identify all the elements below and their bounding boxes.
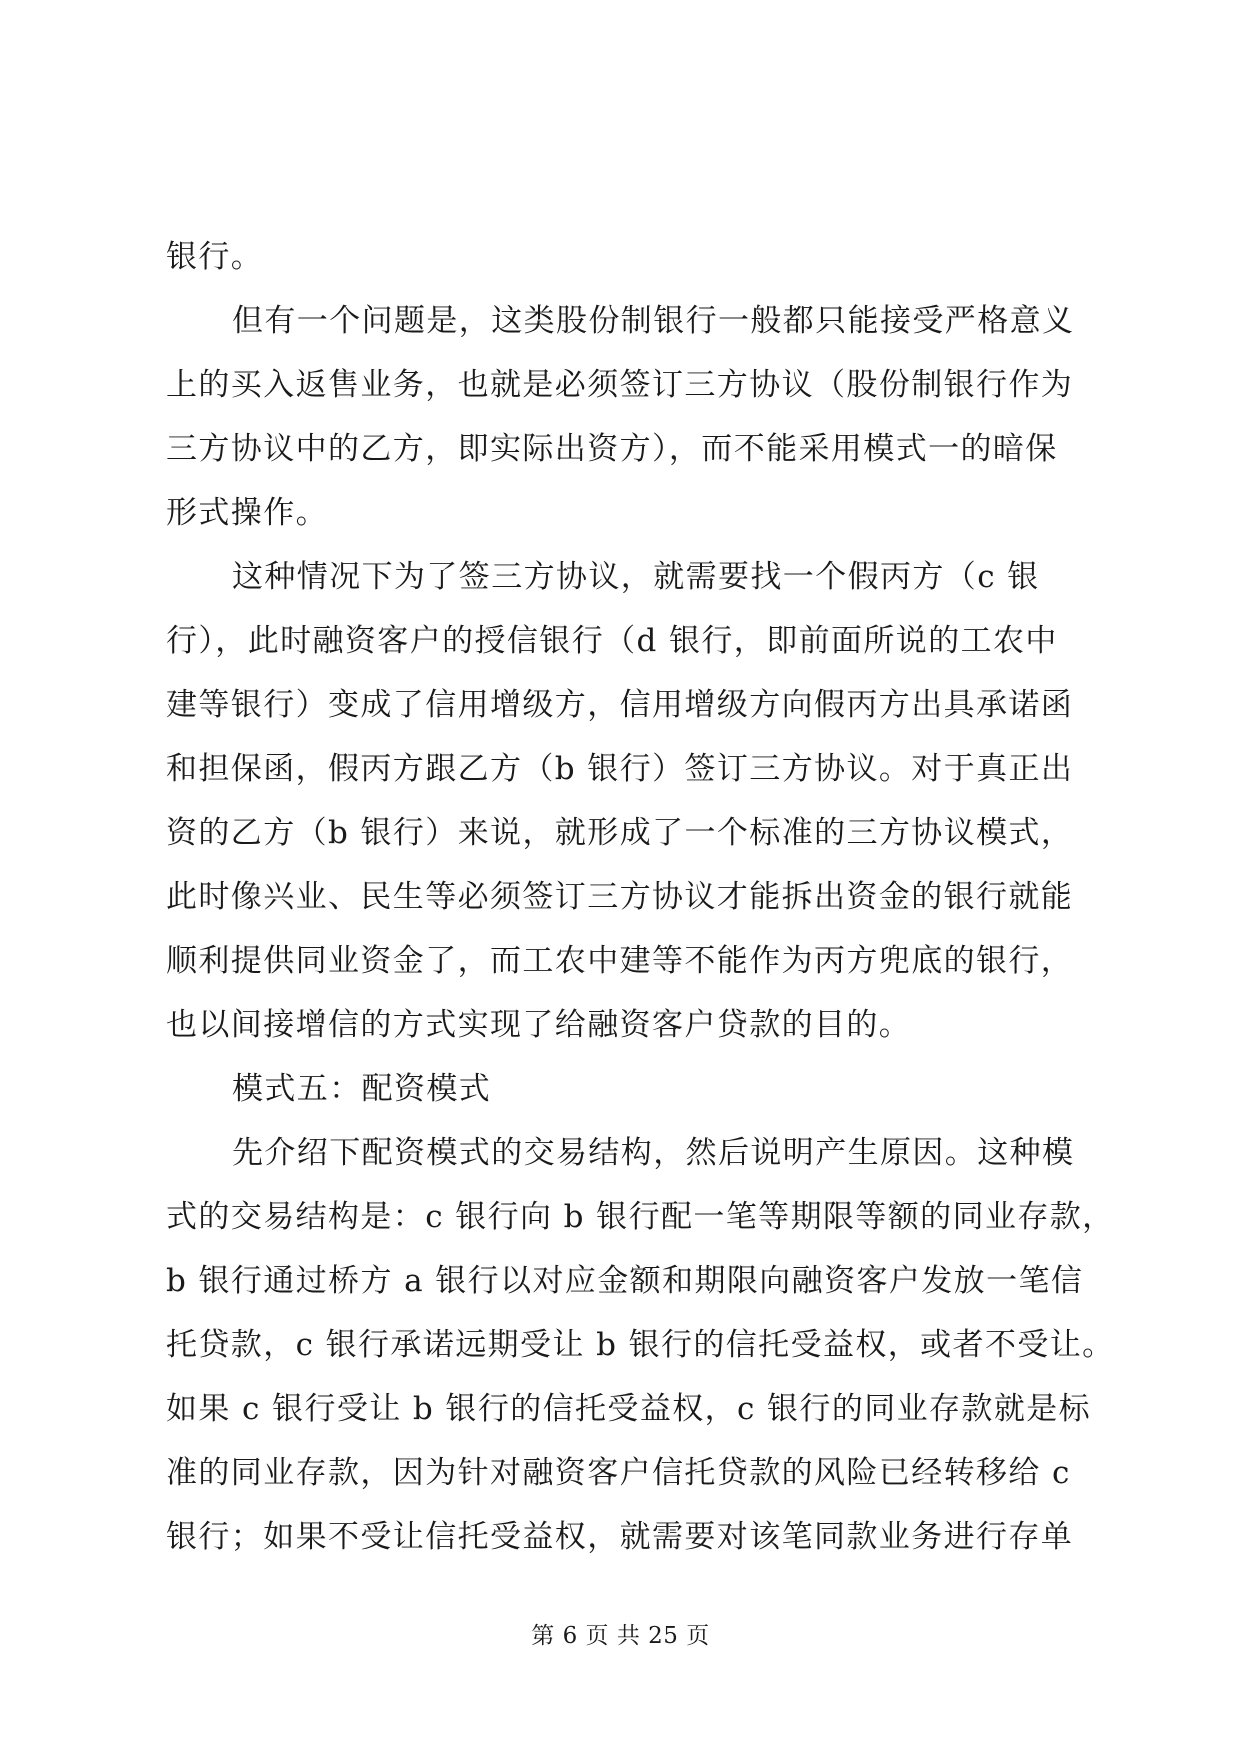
paragraph-first-line: 先介绍下配资模式的交易结构，然后说明产生原因。这种模 [232, 1135, 1075, 1171]
paragraph-first-line: 这种情况下为了签三方协议，就需要找一个假丙方（c 银 [232, 559, 1040, 595]
document-body [166, 225, 1115, 1569]
text-line: 托贷款，c 银行承诺远期受让 b 银行的信托受益权，或者不受让。 [166, 1327, 1115, 1363]
text-line: 式的交易结构是：c 银行向 b 银行配一笔等期限等额的同业存款， [166, 1199, 1115, 1235]
text-line: b 银行通过桥方 a 银行以对应金额和期限向融资客户发放一笔信 [166, 1263, 1084, 1299]
page-number-footer: 第 6 页 共 25 页 [531, 1623, 710, 1649]
text-line: 银行。 [166, 239, 264, 275]
text-line: 形式操作。 [166, 495, 328, 531]
section-heading: 模式五：配资模式 [232, 1071, 492, 1107]
text-line: 顺利提供同业资金了，而工农中建等不能作为丙方兜底的银行， [166, 943, 1074, 979]
text-line: 此时像兴业、民生等必须签订三方协议才能拆出资金的银行就能 [166, 879, 1074, 915]
paragraph-first-line: 但有一个问题是，这类股份制银行一般都只能接受严格意义 [232, 303, 1075, 339]
text-line: 也以间接增信的方式实现了给融资客户贷款的目的。 [166, 1007, 912, 1043]
text-line: 准的同业存款，因为针对融资客户信托贷款的风险已经转移给 c [166, 1455, 1071, 1491]
text-line: 上的买入返售业务，也就是必须签订三方协议（股份制银行作为 [166, 367, 1074, 403]
text-line: 建等银行）变成了信用增级方，信用增级方向假丙方出具承诺函 [166, 687, 1074, 723]
text-line: 行），此时融资客户的授信银行（d 银行，即前面所说的工农中 [166, 623, 1058, 659]
text-line: 和担保函，假丙方跟乙方（b 银行）签订三方协议。对于真正出 [166, 751, 1074, 787]
text-line: 资的乙方（b 银行）来说，就形成了一个标准的三方协议模式， [166, 815, 1074, 851]
text-line: 如果 c 银行受让 b 银行的信托受益权，c 银行的同业存款就是标 [166, 1391, 1092, 1427]
text-line: 银行；如果不受让信托受益权，就需要对该笔同款业务进行存单 [166, 1519, 1074, 1555]
text-line: 三方协议中的乙方，即实际出资方），而不能采用模式一的暗保 [166, 431, 1058, 467]
